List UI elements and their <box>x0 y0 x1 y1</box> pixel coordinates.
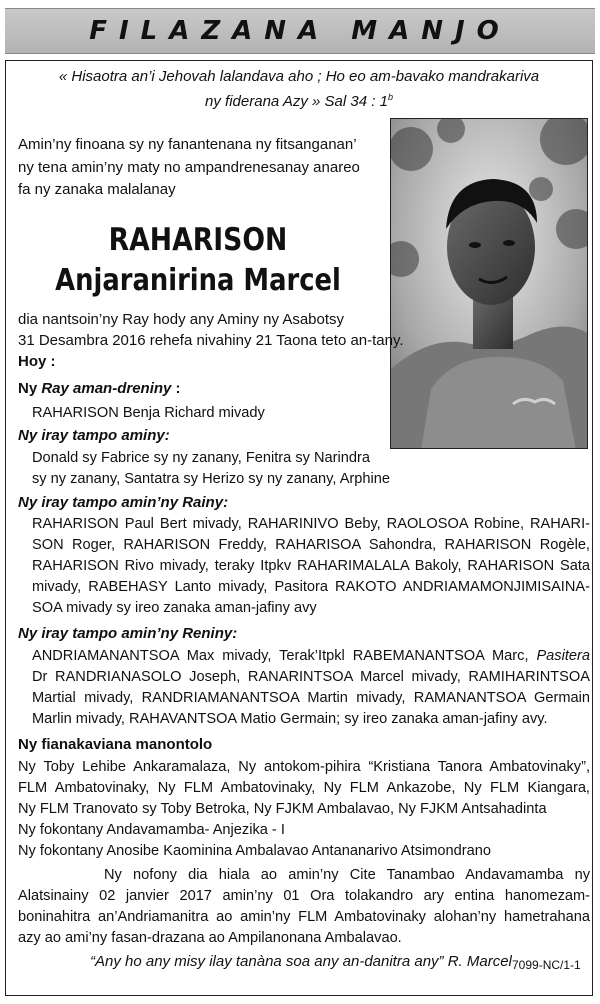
hoy-label: Hoy : <box>18 353 56 370</box>
list-line: Marlin mivady, RAHAVANTSOA Matio Germain; sy ireo zanaka aman-jafiny avy. <box>32 711 548 727</box>
death-info <box>18 310 404 351</box>
heading-suffix: : <box>171 380 181 397</box>
heading-title: Ny iray tampo amin’ny Rainy: <box>18 494 229 511</box>
intro-line: Amin’ny finoana sy ny fanantenana ny fitsanganan’ <box>18 136 357 153</box>
death-info-line: 31 Desambra 2016 rehefa nivahiny 21 Taona teto an-tany. <box>18 331 404 349</box>
death-info-line: dia nantsoin’ny Ray hody any Aminy ny Asabotsy <box>18 311 345 328</box>
list-line: Ny FLM Tranovato sy Toby Betroka, Ny FJKM Ambalavao, Ny FJKM Antsahadinta <box>18 801 547 817</box>
reference-code: 7099-NC/1-1 <box>512 958 581 972</box>
section-heading-rainy <box>18 492 228 513</box>
list-line: FLM Ambatovinaky, Ny FLM Ambatovinaky, Ny FLM Ankazobe, Ny FLM Kiangara, <box>18 780 590 796</box>
portrait-image <box>391 119 588 449</box>
verse-sup: b <box>387 92 393 102</box>
list-line: Ny fokontany Anosibe Kaominina Ambalavao Antananarivo Atsimondrano <box>18 843 491 859</box>
heading-title: Ny iray tampo aminy: <box>18 427 170 444</box>
heading-title: Ray aman-dreniny <box>41 380 172 397</box>
funeral-info <box>18 865 590 949</box>
section-heading-reniny <box>18 623 237 644</box>
list-line: RAHARISON Rivo mivady, teraky Itpkv RAHARIMALALA Bakoly, RAHARISON Sata <box>32 558 590 574</box>
funeral-line: Ny nofony dia hiala ao amin’ny Cite Tanambao Andavamamba ny <box>104 867 590 883</box>
list-line: SOA mivady sy ireo zanaka aman-jafiny avy <box>32 600 317 616</box>
deceased-given-names: Anjaranirina Marcel <box>55 263 341 298</box>
heading-prefix: Ny <box>18 380 42 397</box>
list-line-text: ANDRIAMANANTSOA Max mivady, Terak’Itpkl RABEMANANTSOA Marc, <box>32 648 537 664</box>
section-rainy-list <box>32 514 590 619</box>
list-line: Ny fokontany Andavamamba- Anjezika - I <box>18 822 285 838</box>
list-line: Ny Toby Lehibe Ankaramalaza, Ny antokom-pihira “Kristiana Tanora Ambatovinaky”, <box>18 759 590 775</box>
closing-quote: “Any ho any misy ilay tanàna soa any an-danitra any” R. Marcel <box>90 953 512 970</box>
verse-line-2 <box>10 87 588 112</box>
list-line-italic: Pasitera <box>536 648 590 664</box>
section-heading-fianakaviana <box>18 734 212 755</box>
list-line: Donald sy Fabrice sy ny zanany, Fenitra sy Narindra <box>32 450 370 466</box>
funeral-line: boninahitra an’Andriamanitra ao amin’ny FLM Ambatovinaky alohan’ny hametrahana <box>18 909 590 925</box>
bible-verse <box>10 66 588 112</box>
list-line: Dr RANDRIANASOLO Joseph, RANARINTSOA Marcel mivady, RAMIHARINTSOA <box>32 669 590 685</box>
intro-line: ny tena amin’ny maty no ampandrenesanay anareo <box>18 158 360 176</box>
deceased-surname: RAHARISON <box>108 222 288 258</box>
section-heading-iray <box>18 425 170 446</box>
list-line: RAHARISON Benja Richard mivady <box>32 405 265 421</box>
list-line <box>32 646 590 667</box>
section-iray-list <box>32 448 590 490</box>
list-line: RAHARISON Paul Bert mivady, RAHARINIVO Beby, RAOLOSOA Robine, RAHARI- <box>32 516 590 532</box>
funeral-line: azy ao ami’ny fasan-drazana ao Ampilanonana Ambalavao. <box>18 930 402 946</box>
list-line: SON Roger, RAHARISON Freddy, RAHARISOA Sahondra, RAHARISON Rogèle, <box>32 537 590 553</box>
list-line: mivady, RABEHASY Lanto mivady, Pasitora RAKOTO ANDRIAMAMONJIMISAINA- <box>32 579 590 595</box>
header-banner: FILAZANA MANJO <box>5 8 595 54</box>
funeral-line: Alatsinainy 02 janvier 2017 amin’ny 01 Ora tolakandro ary entina hanomezam- <box>18 888 590 904</box>
list-line: Martial mivady, RANDRIAMANANTSOA Martin mivady, RAMANANTSOA Germain <box>32 690 590 706</box>
section-fianakaviana-list <box>18 757 590 862</box>
intro-line: fa ny zanaka malalanay <box>18 181 176 198</box>
verse-line-2-text: ny fiderana Azy » Sal 34 : 1 <box>205 93 388 110</box>
section-reniny-list <box>32 646 590 730</box>
list-line: sy ny zanany, Santatra sy Herizo sy ny zanany, Arphine <box>32 471 390 487</box>
section-ray-list <box>32 403 590 424</box>
heading-title: Ny iray tampo amin’ny Reniny: <box>18 625 238 642</box>
intro-text <box>18 134 360 202</box>
verse-line-1: « Hisaotra an’i Jehovah lalandava aho ; Ho eo am-bavako mandrakariva <box>58 68 540 85</box>
heading-title: Ny fianakaviana manontolo <box>18 736 213 753</box>
section-heading-ray <box>18 378 181 399</box>
deceased-photo <box>390 118 588 449</box>
